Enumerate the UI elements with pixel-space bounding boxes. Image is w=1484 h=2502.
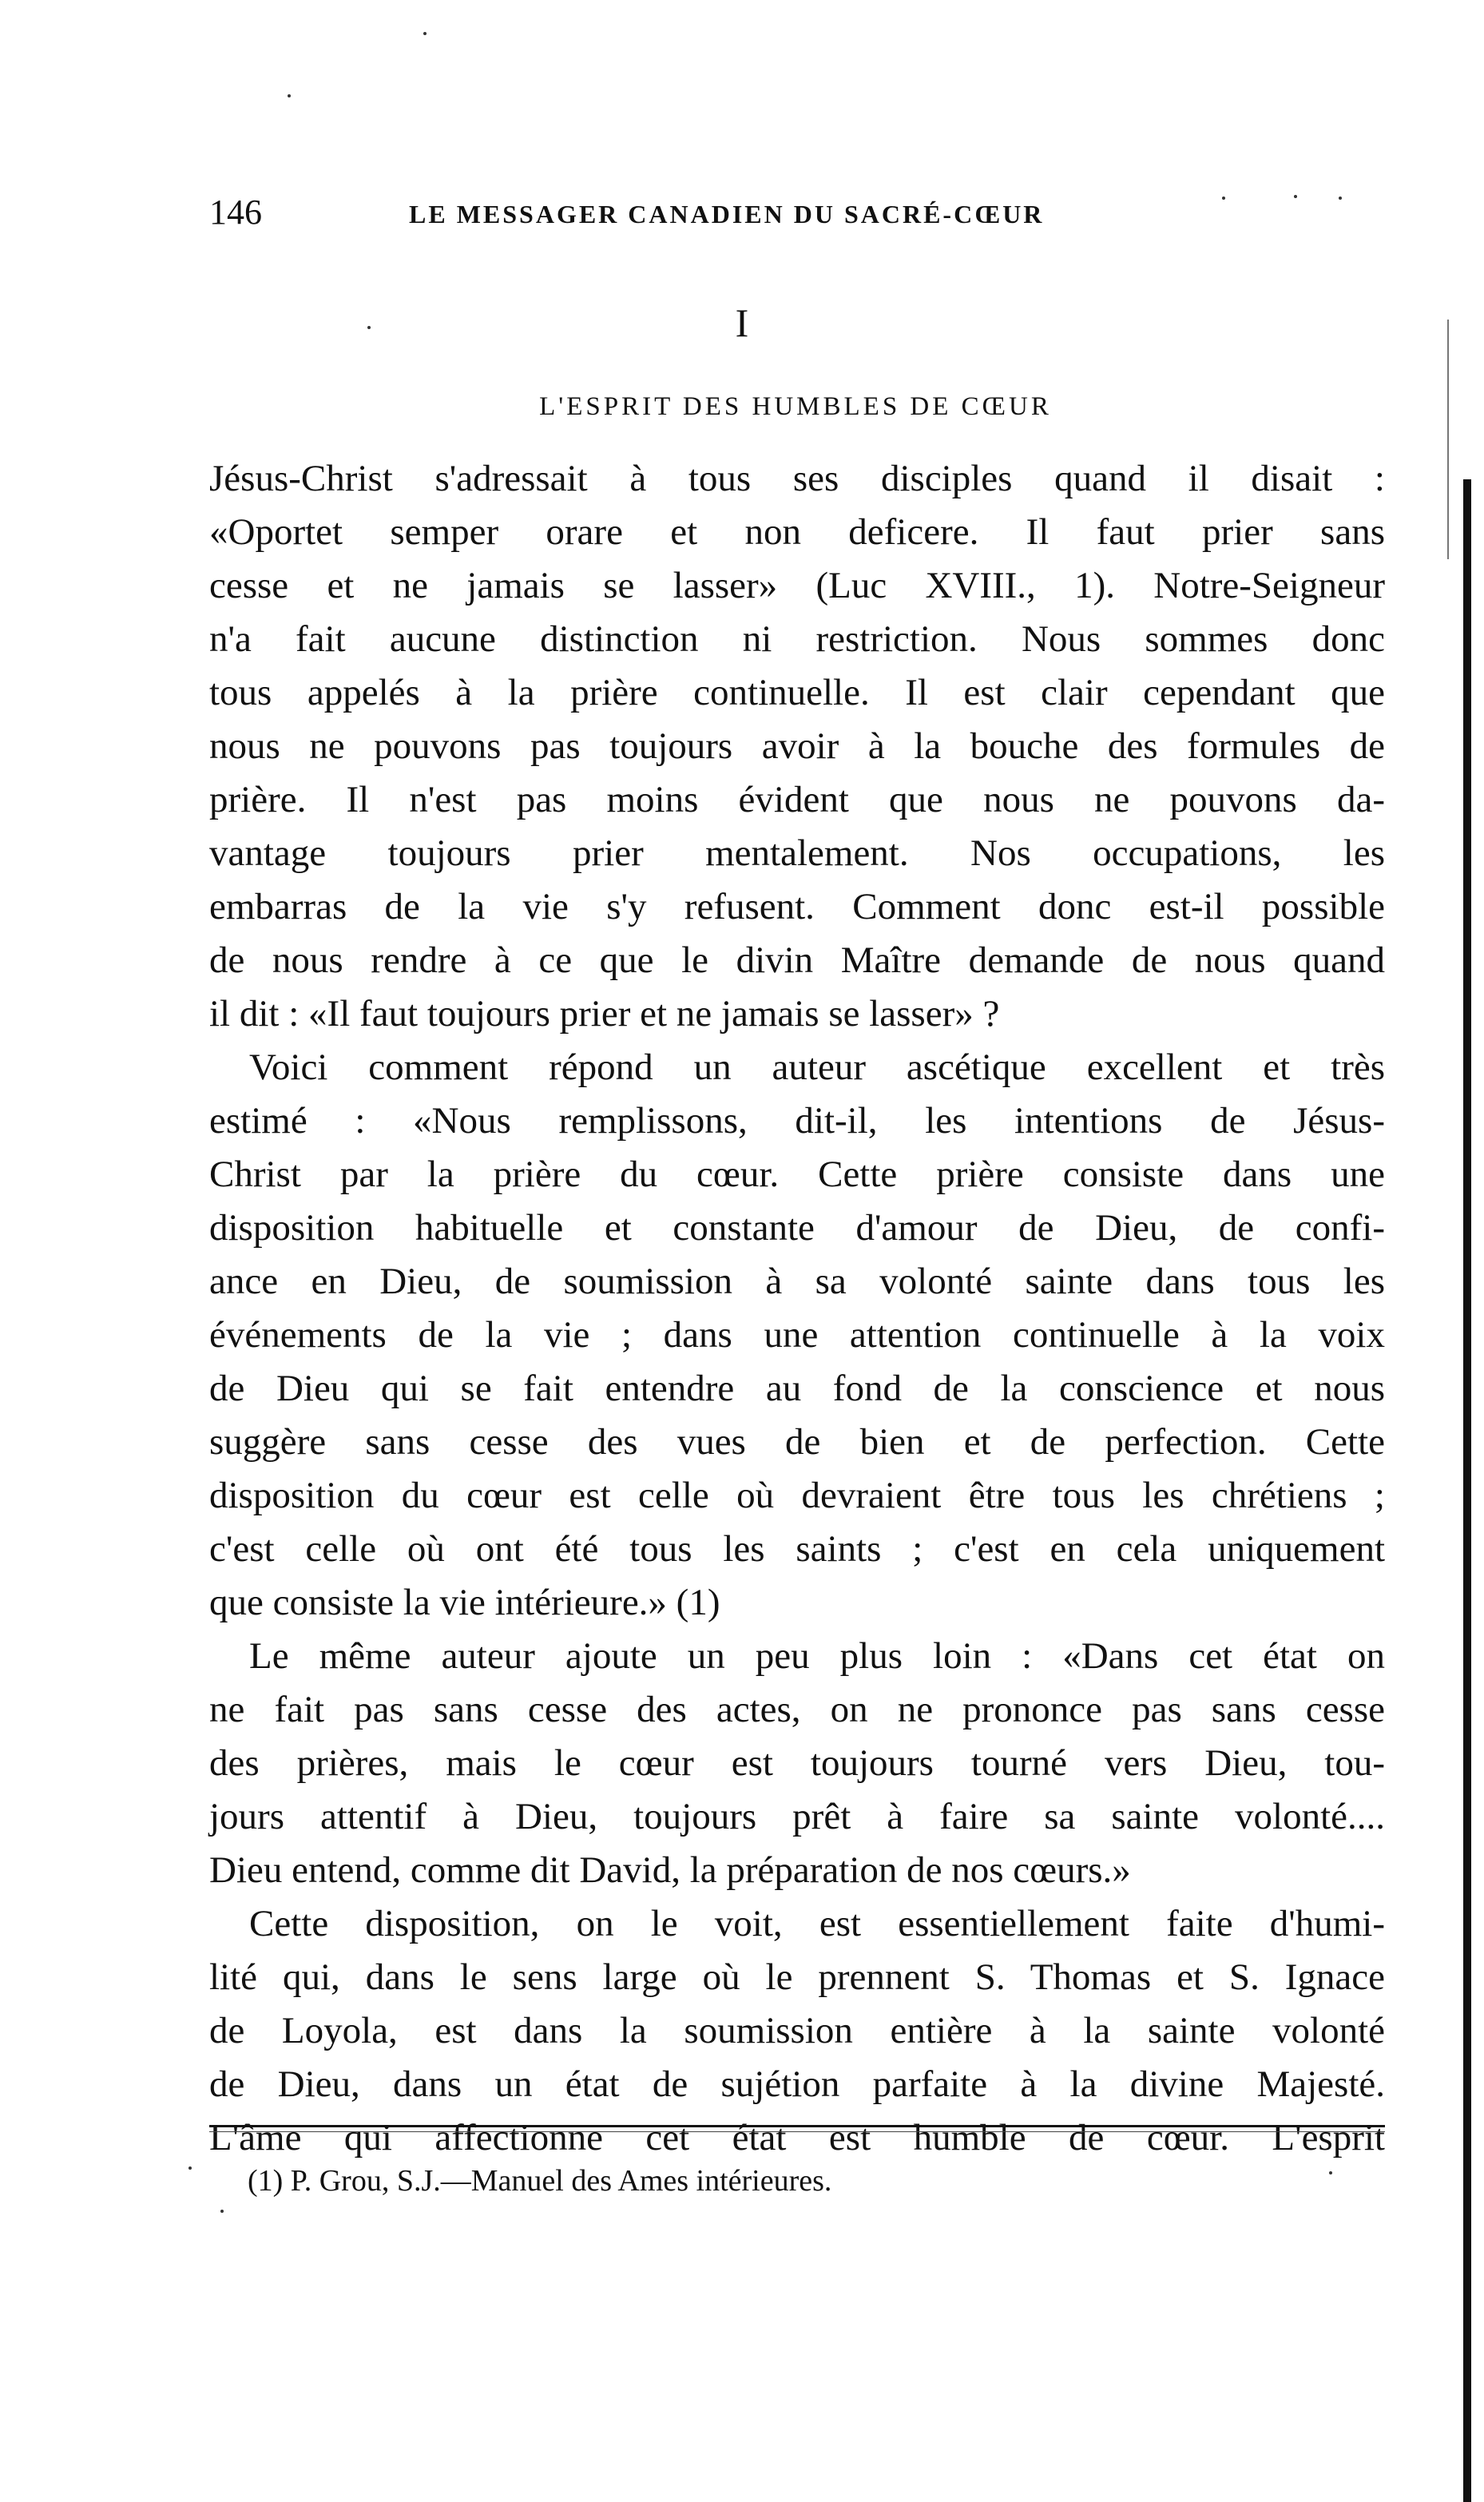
scan-speck <box>288 94 291 97</box>
running-title: LE MESSAGER CANADIEN DU SACRÉ-CŒUR <box>409 200 1045 228</box>
body-line: de nous rendre à ce que le divin Maître demande de nous quand <box>209 939 1385 981</box>
body-line: Cette disposition, on le voit, est essentiellement faite d'humi- <box>249 1903 1385 1944</box>
body-line: L'âme qui affectionne cet état est humble de cœur. L'esprit <box>209 2117 1385 2158</box>
footnote-rule <box>209 2125 1385 2127</box>
page-number: 146 <box>209 193 262 232</box>
body-line: de Dieu, dans un état de sujétion parfaite à la divine Majesté. <box>209 2063 1385 2105</box>
section-title: L'ESPRIT DES HUMBLES DE CŒUR <box>539 392 1052 421</box>
body-line: c'est celle où ont été tous les saints ; c'est en cela uniquement <box>209 1528 1385 1570</box>
section-numeral: I <box>735 300 749 345</box>
footnote: (1) P. Grou, S.J.—Manuel des Ames intérieures. <box>248 2164 832 2198</box>
scan-speck <box>1329 2171 1332 2174</box>
body-line: des prières, mais le cœur est toujours tourné vers Dieu, tou- <box>209 1742 1385 1784</box>
body-line: suggère sans cesse des vues de bien et de perfection. Cette <box>209 1421 1385 1463</box>
scan-speck <box>188 2166 192 2170</box>
scan-speck <box>1339 197 1342 200</box>
body-line: Jésus-Christ s'adressait à tous ses disciples quand il disait : <box>209 458 1385 499</box>
body-line: Le même auteur ajoute un peu plus loin : «Dans cet état on <box>249 1635 1385 1677</box>
body-line: «Oportet semper orare et non deficere. Il faut prier sans <box>209 511 1385 553</box>
scan-speck <box>1222 197 1225 200</box>
body-line: que consiste la vie intérieure.» (1) <box>209 1582 720 1623</box>
body-line: Dieu entend, comme dit David, la préparation de nos cœurs.» <box>209 1849 1131 1891</box>
scan-speck <box>367 326 371 329</box>
body-line: de Dieu qui se fait entendre au fond de la conscience et nous <box>209 1368 1385 1409</box>
body-line: vantage toujours prier mentalement. Nos occupations, les <box>209 832 1385 874</box>
body-line: prière. Il n'est pas moins évident que nous ne pouvons da- <box>209 779 1385 820</box>
body-line: estimé : «Nous remplissons, dit-il, les intentions de Jésus- <box>209 1100 1385 1142</box>
body-line: Christ par la prière du cœur. Cette prière consiste dans une <box>209 1154 1385 1195</box>
body-line: jours attentif à Dieu, toujours prêt à faire sa sainte volonté.... <box>209 1796 1385 1837</box>
body-line: ance en Dieu, de soumission à sa volonté sainte dans tous les <box>209 1261 1385 1302</box>
body-line: de Loyola, est dans la soumission entière à la sainte volonté <box>209 2010 1385 2051</box>
scan-edge-line <box>1447 320 1449 559</box>
body-line: disposition du cœur est celle où devraient être tous les chrétiens ; <box>209 1475 1385 1516</box>
body-text <box>209 452 1385 2165</box>
body-line: il dit : «Il faut toujours prier et ne jamais se lasser» ? <box>209 993 1000 1035</box>
body-line: Voici comment répond un auteur ascétique excellent et très <box>249 1046 1385 1088</box>
body-line: disposition habituelle et constante d'amour de Dieu, de confi- <box>209 1207 1385 1249</box>
body-line: n'a fait aucune distinction ni restriction. Nous sommes donc <box>209 618 1385 660</box>
body-line: tous appelés à la prière continuelle. Il est clair cependant que <box>209 672 1385 713</box>
body-line: cesse et ne jamais se lasser» (Luc XVIII., 1). Notre-Seigneur <box>209 565 1385 606</box>
scan-speck <box>1294 195 1297 198</box>
body-line: embarras de la vie s'y refusent. Comment donc est-il possible <box>209 886 1385 927</box>
body-line: événements de la vie ; dans une attention continuelle à la voix <box>209 1314 1385 1356</box>
scan-speck <box>423 32 427 35</box>
body-line: ne fait pas sans cesse des actes, on ne prononce pas sans cesse <box>209 1689 1385 1730</box>
scan-edge-bar <box>1463 479 1471 2502</box>
scan-speck <box>220 2210 224 2213</box>
body-line: lité qui, dans le sens large où le prennent S. Thomas et S. Ignace <box>209 1956 1385 1998</box>
page-header <box>209 189 1382 236</box>
body-line: nous ne pouvons pas toujours avoir à la bouche des formules de <box>209 725 1385 767</box>
footnote-rule-thin <box>209 2131 1385 2132</box>
